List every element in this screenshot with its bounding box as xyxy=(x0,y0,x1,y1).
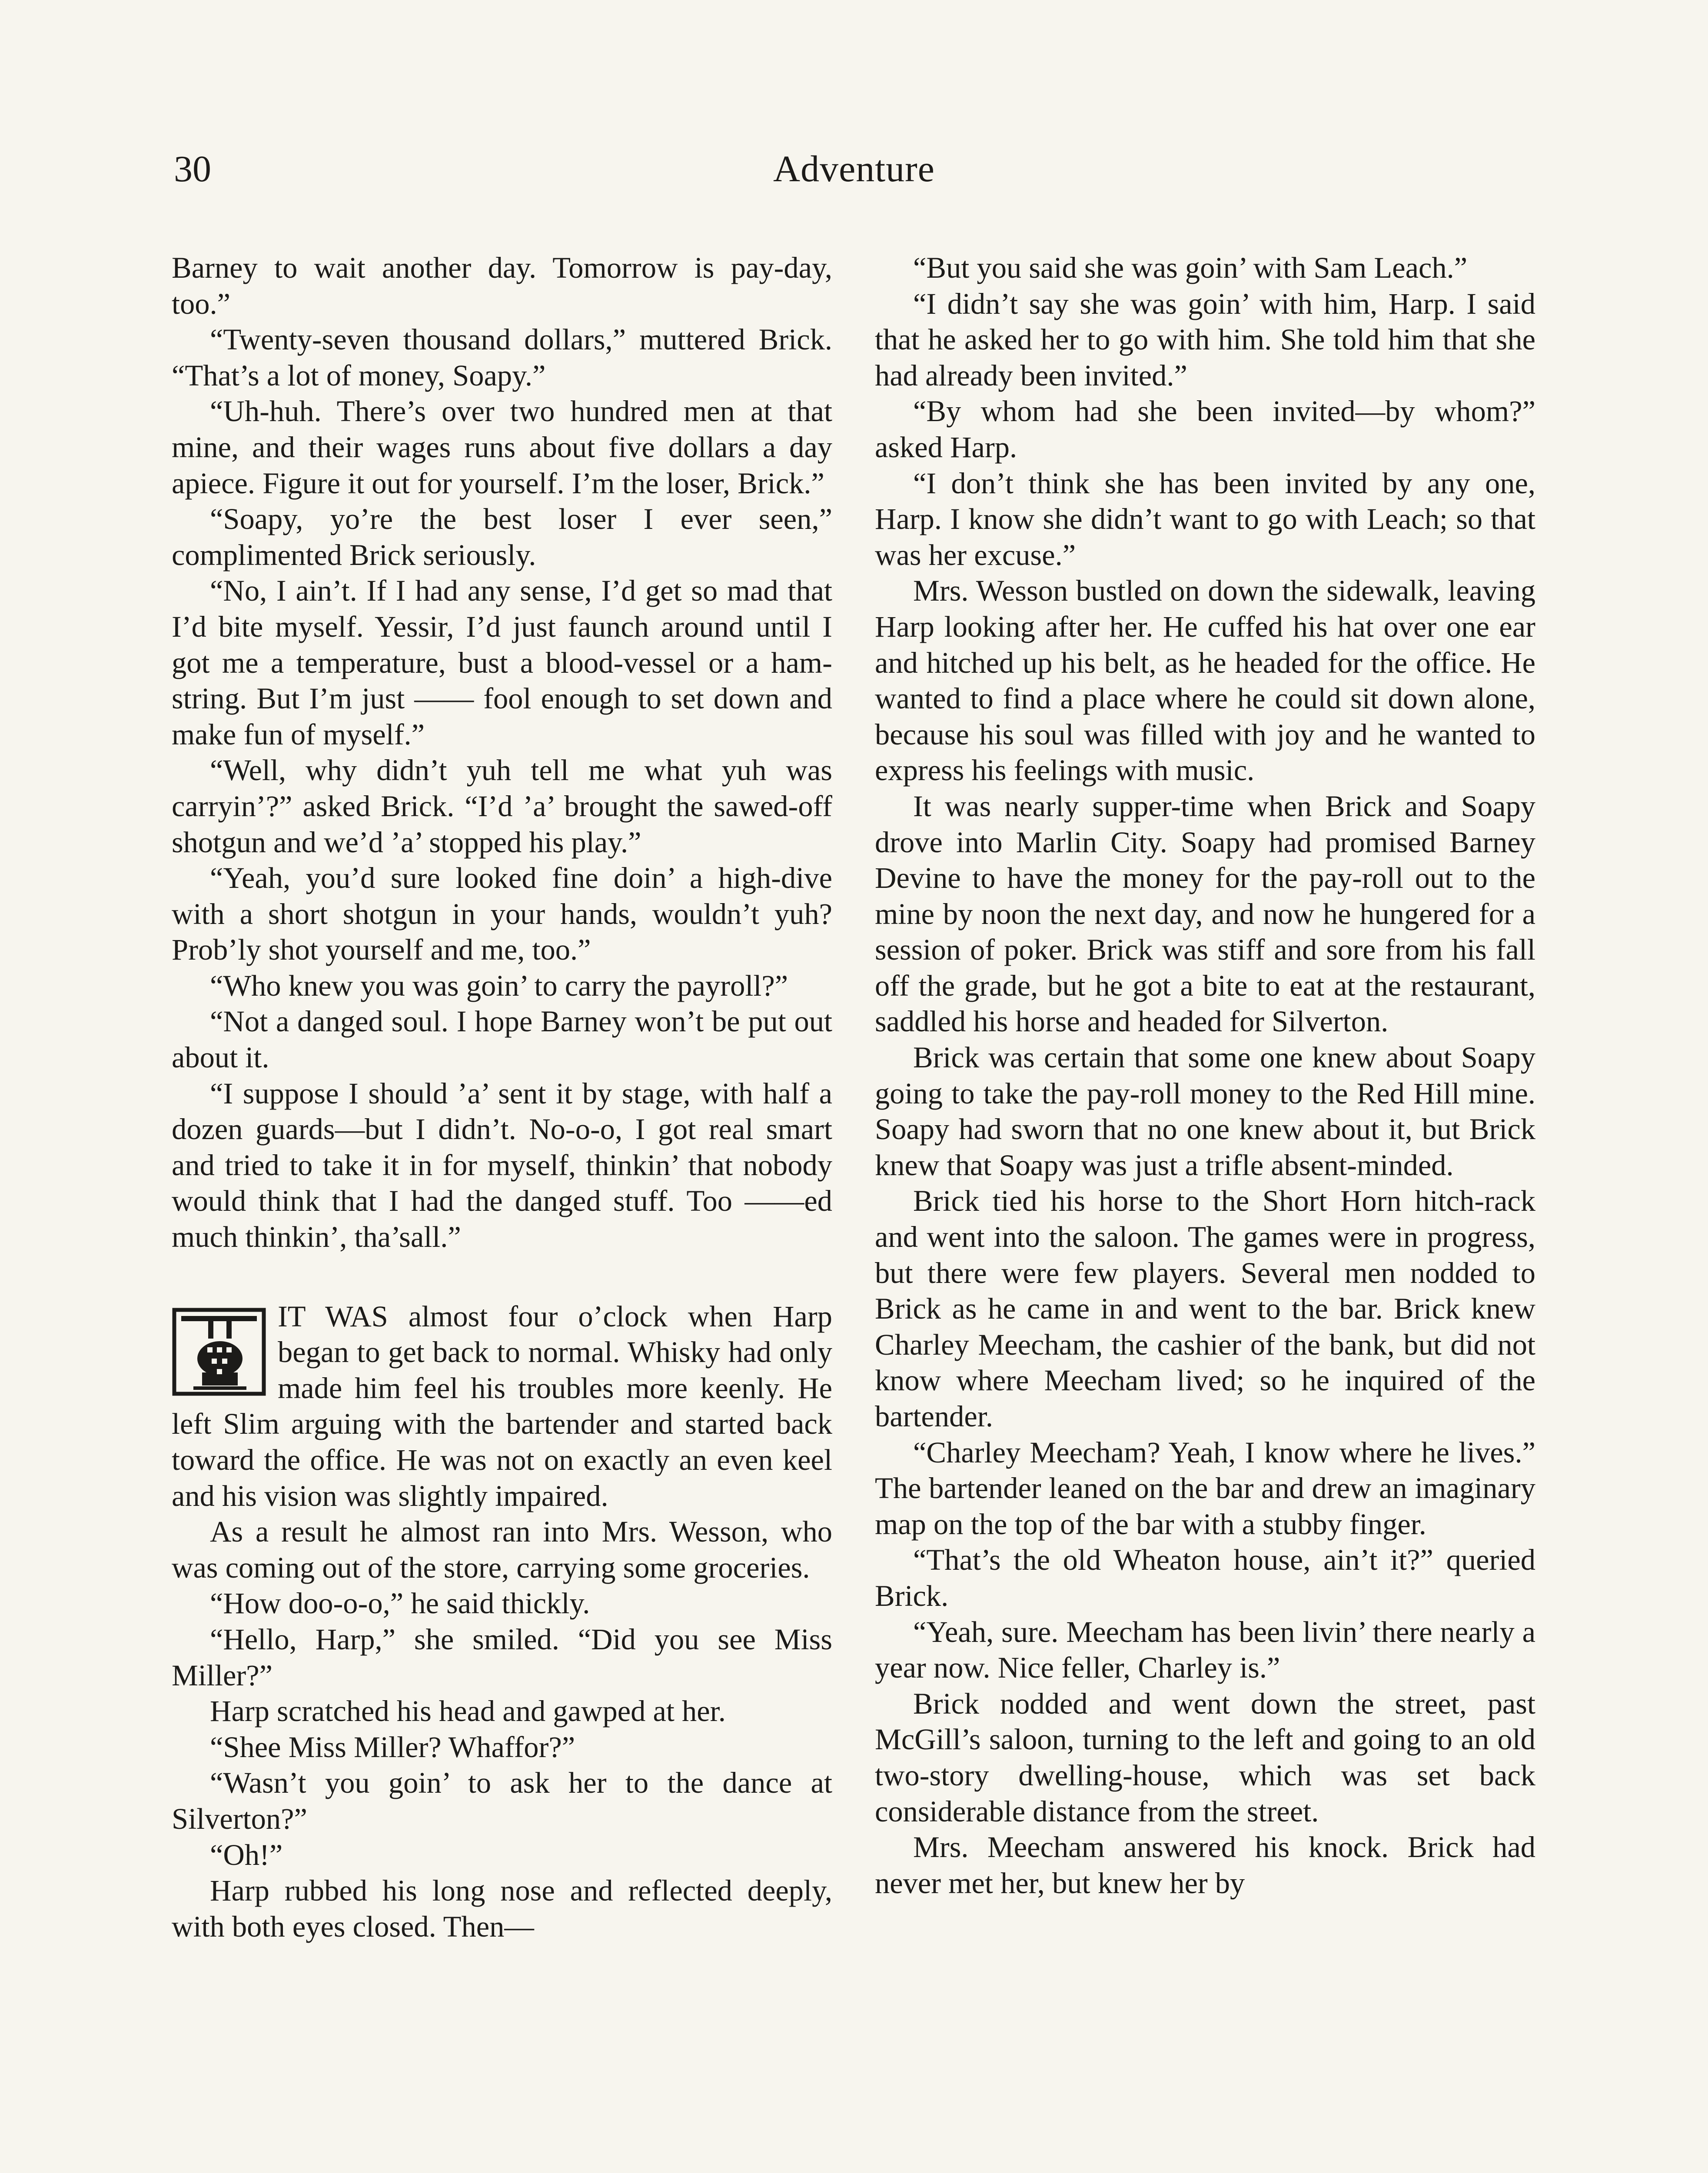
paragraph: “Twenty-seven thousand dollars,” muttered Brick. “That’s a lot of money, Soapy.” xyxy=(172,323,832,392)
page-number: 30 xyxy=(174,148,211,189)
paragraph: Barney to wait another day. Tomorrow is pay-day, too.” xyxy=(172,251,832,320)
paragraph: “Hello, Harp,” she smiled. “Did you see Miss Miller?” xyxy=(172,1622,832,1692)
paragraph: “Soapy, yo’re the best loser I ever seen,” complimented Brick seriously. xyxy=(172,502,832,571)
paragraph: “Charley Meecham? Yeah, I know where he lives.” The bartender leaned on the bar and drew an imaginary map on the top of the bar with a stubby finger. xyxy=(875,1435,1535,1541)
paragraph: Brick nodded and went down the street, past McGill’s saloon, turning to the left and going to an old two-story dwelling-house, which was set back considerable distance from the street. xyxy=(875,1687,1535,1828)
paragraph: “Oh!” xyxy=(210,1838,283,1871)
paragraph: Brick tied his horse to the Short Horn hitch-rack and went into the saloon. The games were in progress, but there were few players. Several men nodded to Brick as he came in and went to the bar. Brick knew Charley Meecham, the cashier of the bank, but did not know where Meecham lived; so he inquired of the bartender. xyxy=(875,1184,1535,1433)
right-column xyxy=(875,250,1535,1901)
left-column xyxy=(172,250,832,1944)
paragraph: Brick was certain that some one knew about Soapy going to take the pay-roll money to the Red Hill mine. Soapy had sworn that no one knew about it, but Brick knew that Soapy was just a trifle absent-minded. xyxy=(875,1041,1535,1182)
paragraph: “Yeah, sure. Meecham has been livin’ there nearly a year now. Nice feller, Charley is.” xyxy=(875,1615,1535,1685)
section-break xyxy=(172,1255,832,1299)
paragraph: “Yeah, you’d sure looked fine doin’ a high-dive with a short shotgun in your hands, wouldn’t yuh? Prob’ly shot yourself and me, too.” xyxy=(172,861,832,967)
paragraph: “No, I ain’t. If I had any sense, I’d get so mad that I’d bite myself. Yessir, I’d just faunch around until I got me a temperature, bust a blood-vessel or a ham-string. But I’m just —— fool enough to set down and make fun of myself.” xyxy=(172,574,832,751)
paragraph: “Wasn’t you goin’ to ask her to the dance at Silverton?” xyxy=(172,1766,832,1835)
paragraph: “I suppose I should ’a’ sent it by stage, with half a dozen guards—but I didn’t. No-o-o, I got real smart and tried to take it in for myself, thinkin’ that nobody would think that I had the danged stuff. Too ——ed much thinkin’, tha’sall.” xyxy=(172,1077,832,1254)
paragraph: “Not a danged soul. I hope Barney won’t be put out about it. xyxy=(172,1005,832,1074)
paragraph: “That’s the old Wheaton house, ain’t it?” queried Brick. xyxy=(875,1543,1535,1612)
paragraph: “I didn’t say she was goin’ with him, Harp. I said that he asked her to go with him. She told him that she had already been invited.” xyxy=(875,287,1535,392)
paragraph: “Who knew you was goin’ to carry the payroll?” xyxy=(210,969,788,1002)
paragraph: Harp scratched his head and gawped at her. xyxy=(210,1695,726,1728)
running-head-title: Adventure xyxy=(773,148,935,189)
paragraph: Harp rubbed his long nose and reflected deeply, with both eyes closed. Then— xyxy=(172,1874,832,1943)
paragraph: Mrs. Wesson bustled on down the sidewalk, leaving Harp looking after her. He cuffed his hat over one ear and hitched up his belt, as he headed for the office. He wanted to find a place where he could sit down alone, because his soul was filled with joy and he wanted to express his feelings with music. xyxy=(875,574,1535,787)
section-opening-paragraph: IT WAS almost four o’clock when Harp began to get back to normal. Whisky had only made him feel his troubles more keenly. He left Slim arguing with the bartender and started back toward the office. He was not on exactly an even keel and his vision was slightly impaired. xyxy=(172,1299,832,1512)
paragraph: “Uh-huh. There’s over two hundred men at that mine, and their wages runs about five dollars a day apiece. Figure it out for yourself. I’m the loser, Brick.” xyxy=(172,395,832,500)
paragraph: “But you said she was goin’ with Sam Leach.” xyxy=(913,251,1468,284)
paragraph: “How doo-o-o,” he said thickly. xyxy=(210,1587,590,1620)
paragraph: “I don’t think she has been invited by any one, Harp. I know she didn’t want to go with Leach; so that was her excuse.” xyxy=(875,466,1535,571)
paragraph: “By whom had she been invited—by whom?” asked Harp. xyxy=(875,395,1535,464)
paragraph: “Well, why didn’t yuh tell me what yuh was carryin’?” asked Brick. “I’d ’a’ brought the sawed-off shotgun and we’d ’a’ stopped his play.” xyxy=(172,754,832,859)
paragraph: As a result he almost ran into Mrs. Wesson, who was coming out of the store, carrying some groceries. xyxy=(172,1515,832,1584)
paragraph: Mrs. Meecham answered his knock. Brick had never met her, but knew her by xyxy=(875,1831,1535,1900)
paragraph: It was nearly supper-time when Brick and Soapy drove into Marlin City. Soapy had promised Barney Devine to have the money for the pay-roll out to the mine by noon the next day, and now he hungered for a session of poker. Brick was stiff and sore from his fall off the grade, but he got a bite to eat at the restaurant, saddled his horse and headed for Silverton. xyxy=(875,789,1535,1038)
paragraph: “Shee Miss Miller? Whaffor?” xyxy=(210,1730,575,1764)
